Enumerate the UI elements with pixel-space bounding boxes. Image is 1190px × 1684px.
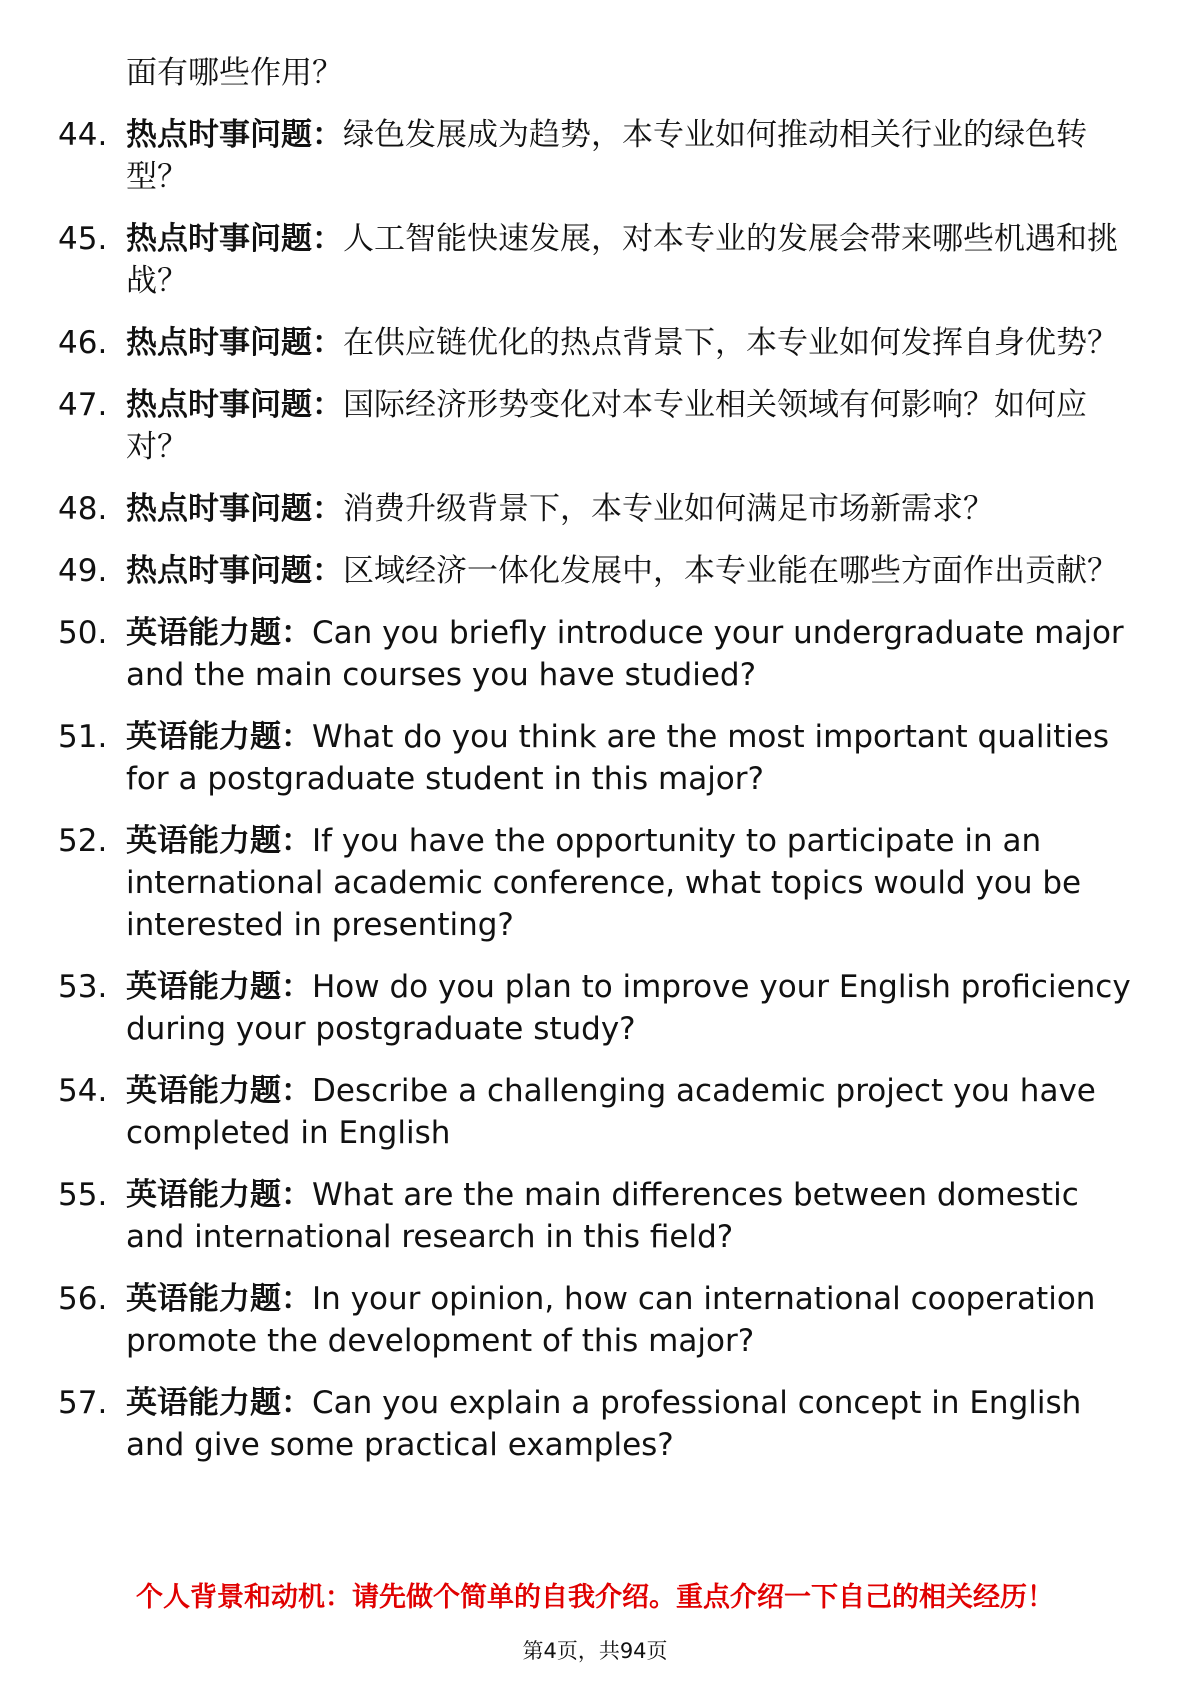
question-text: What are the main differences between domestic and international research in this field? xyxy=(126,1177,1079,1255)
question-category: 英语能力题： xyxy=(126,969,312,1005)
footer-note: 个人背景和动机：请先做个简单的自我介绍。重点介绍一下自己的相关经历！ xyxy=(136,1582,1054,1613)
question-text: 区域经济一体化发展中，本专业能在哪些方面作出贡献？ xyxy=(343,553,1118,589)
question-number: 54. xyxy=(58,1073,108,1109)
question-text: Can you explain a professional concept in English and give some practical examples? xyxy=(126,1385,1082,1463)
question-text: In your opinion, how can international cooperation promote the development of this major? xyxy=(126,1281,1096,1359)
list-item xyxy=(58,218,1138,302)
question-number: 57. xyxy=(58,1385,108,1421)
question-number: 52. xyxy=(58,823,108,859)
list-item xyxy=(58,1070,1138,1154)
question-text: What do you think are the most important qualities for a postgraduate student in this major? xyxy=(126,719,1110,797)
question-number: 56. xyxy=(58,1281,108,1317)
list-item xyxy=(58,1382,1138,1466)
list-item xyxy=(58,322,1138,364)
question-number: 47. xyxy=(58,387,108,423)
list-item xyxy=(58,550,1138,592)
list-item xyxy=(58,612,1138,696)
question-number: 44. xyxy=(58,117,108,153)
question-text: How do you plan to improve your English proficiency during your postgraduate study? xyxy=(126,969,1131,1047)
question-category: 英语能力题： xyxy=(126,1385,312,1421)
list-item xyxy=(58,384,1138,468)
question-category: 英语能力题： xyxy=(126,1177,312,1213)
question-list xyxy=(58,114,1138,1486)
page-number: 第4页，共94页 xyxy=(522,1639,668,1663)
question-text: 绿色发展成为趋势，本专业如何推动相关行业的绿色转型？ xyxy=(126,117,1087,195)
list-item xyxy=(58,1174,1138,1258)
question-category: 英语能力题： xyxy=(126,1073,312,1109)
question-category: 英语能力题： xyxy=(126,615,312,651)
question-text: 国际经济形势变化对本专业相关领域有何影响？如何应对？ xyxy=(126,387,1087,465)
question-number: 49. xyxy=(58,553,108,589)
question-number: 50. xyxy=(58,615,108,651)
question-category: 英语能力题： xyxy=(126,719,312,755)
question-text: 消费升级背景下，本专业如何满足市场新需求？ xyxy=(343,491,994,527)
continued-question-text: 面有哪些作用？ xyxy=(126,55,343,91)
question-number: 51. xyxy=(58,719,108,755)
question-number: 55. xyxy=(58,1177,108,1213)
question-number: 53. xyxy=(58,969,108,1005)
question-text: 人工智能快速发展，对本专业的发展会带来哪些机遇和挑战？ xyxy=(126,221,1118,299)
question-category: 热点时事问题： xyxy=(126,553,343,589)
list-item xyxy=(58,1278,1138,1362)
question-category: 热点时事问题： xyxy=(126,325,343,361)
question-number: 48. xyxy=(58,491,108,527)
question-category: 英语能力题： xyxy=(126,823,312,859)
question-number: 45. xyxy=(58,221,108,257)
list-item xyxy=(58,966,1138,1050)
question-category: 热点时事问题： xyxy=(126,387,343,423)
question-text: Can you briefly introduce your undergraduate major and the main courses you have studied? xyxy=(126,615,1124,693)
list-item xyxy=(58,820,1138,946)
list-item xyxy=(58,716,1138,800)
question-text: If you have the opportunity to participate in an international academic conference, what topics would you be interested in presenting? xyxy=(126,823,1082,943)
question-category: 英语能力题： xyxy=(126,1281,312,1317)
question-category: 热点时事问题： xyxy=(126,491,343,527)
question-category: 热点时事问题： xyxy=(126,221,343,257)
question-number: 46. xyxy=(58,325,108,361)
list-item xyxy=(58,114,1138,198)
list-item xyxy=(58,488,1138,530)
question-category: 热点时事问题： xyxy=(126,117,343,153)
question-text: 在供应链优化的热点背景下，本专业如何发挥自身优势？ xyxy=(343,325,1118,361)
question-text: Describe a challenging academic project you have completed in English xyxy=(126,1073,1096,1151)
